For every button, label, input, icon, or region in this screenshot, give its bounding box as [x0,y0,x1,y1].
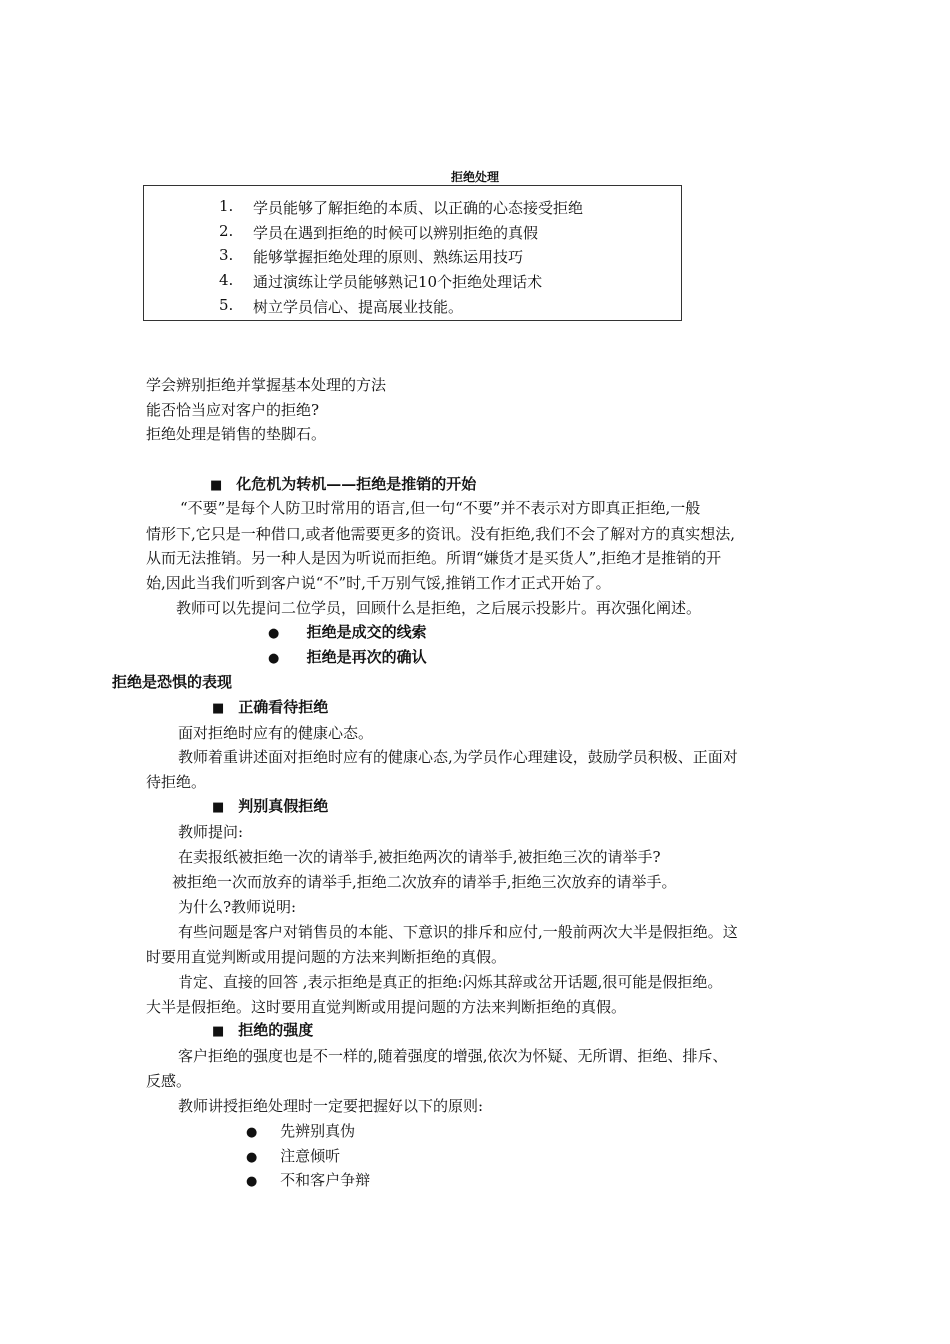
objective-number: 3. [219,246,234,264]
section-heading [212,696,328,717]
bullet-text: 注意倾听 [280,1147,341,1165]
paragraph-line: “不要”是每个人防卫时常用的语言,但一句“不要”并不表示对方即真正拒绝,一般 [180,499,701,517]
document-title: 拒绝处理 [450,170,499,184]
bullet-dot-icon: ● [246,1150,258,1165]
objective-text: 学员能够了解拒绝的本质、以正确的心态接受拒绝 [253,199,584,217]
intro-line: 拒绝处理是销售的垫脚石。 [146,425,327,443]
bullet-item [246,1119,355,1145]
paragraph-line: 教师提问: [178,823,244,841]
paragraph-line: 在卖报纸被拒绝一次的请举手,被拒绝两次的请举手,被拒绝三次的请举手? [178,848,661,866]
paragraph-line: 教师可以先提问二位学员，回顾什么是拒绝，之后展示投影片。再次强化阐述。 [176,599,702,617]
section-heading-text: 拒绝的强度 [238,1021,314,1039]
bullet-text: 拒绝是成交的线索 [306,623,427,641]
bullet-item [268,646,427,667]
paragraph-line: 肯定、直接的回答 ,表示拒绝是真正的拒绝:闪烁其辞或岔开话题,很可能是假拒绝。 [178,973,723,991]
bullet-text: 先辨别真伪 [280,1122,356,1140]
bullet-text: 不和客户争辩 [280,1171,371,1189]
objective-number: 4. [219,271,234,289]
bullet-item [246,1144,340,1170]
paragraph-line: 客户拒绝的强度也是不一样的,随着强度的增强,依次为怀疑、无所谓、拒绝、排斥、 [178,1047,728,1065]
paragraph-line: 情形下,它只是一种借口,或者他需要更多的资讯。没有拒绝,我们不会了解对方的真实想法, [146,525,736,543]
section-heading [212,795,328,816]
bullet-dot-icon: ● [246,1174,258,1189]
paragraph-line: 大半是假拒绝。这时要用直觉判断或用提问题的方法来判断拒绝的真假。 [146,998,627,1016]
bullet-item [246,1168,370,1194]
paragraph-line: 教师讲授拒绝处理时一定要把握好以下的原则: [178,1097,484,1115]
objectives-box [143,185,682,321]
paragraph-line: 为什么?教师说明: [178,898,297,916]
section-heading-text: 判别真假拒绝 [238,797,329,815]
paragraph-line: 教师着重讲述面对拒绝时应有的健康心态,为学员作心理建设，鼓励学员积极、正面对 [178,748,738,766]
objective-text: 能够掌握拒绝处理的原则、熟练运用技巧 [253,248,524,266]
intro-line: 能否恰当应对客户的拒绝? [146,401,320,419]
objective-number: 2. [219,222,234,240]
paragraph-line: 始,因此当我们听到客户说“不”时,千万别气馁,推销工作才正式开始了。 [146,574,611,592]
paragraph-line: 被拒绝一次而放弃的请举手,拒绝二次放弃的请举手,拒绝三次放弃的请举手。 [172,873,677,891]
paragraph-line: 从而无法推销。另一种人是因为听说而拒绝。所谓“嫌货才是买货人”,拒绝才是推销的开 [146,549,722,567]
objective-number: 1. [219,197,234,215]
objective-text: 通过演练让学员能够熟记10个拒绝处理话术 [253,273,543,291]
bullet-text: 拒绝是再次的确认 [306,648,427,666]
bullet-dot-icon: ● [268,651,280,666]
paragraph-line: 反感。 [146,1072,192,1090]
paragraph-line: 时要用直觉判断或用提问题的方法来判断拒绝的真假。 [146,948,507,966]
section-heading [210,473,476,494]
square-bullet-icon: ■ [212,800,225,815]
objective-number: 5. [219,296,234,314]
paragraph-line: 有些问题是客户对销售员的本能、下意识的排斥和应付,一般前两次大半是假拒绝。这 [178,923,738,941]
bullet-dot-icon: ● [268,626,280,641]
square-bullet-icon: ■ [210,478,223,493]
standalone-heading: 拒绝是恐惧的表现 [112,673,233,691]
paragraph-line: 待拒绝。 [146,773,207,791]
objective-text: 树立学员信心、提高展业技能。 [253,298,464,316]
section-heading [212,1019,313,1040]
intro-line: 学会辨别拒绝并掌握基本处理的方法 [146,376,387,394]
bullet-item [268,621,427,642]
section-heading-text: 化危机为转机——拒绝是推销的开始 [236,475,477,493]
objective-text: 学员在遇到拒绝的时候可以辨别拒绝的真假 [253,224,539,242]
paragraph-line: 面对拒绝时应有的健康心态。 [178,724,374,742]
square-bullet-icon: ■ [212,1024,225,1039]
square-bullet-icon: ■ [212,701,225,716]
bullet-dot-icon: ● [246,1125,258,1140]
section-heading-text: 正确看待拒绝 [238,698,329,716]
